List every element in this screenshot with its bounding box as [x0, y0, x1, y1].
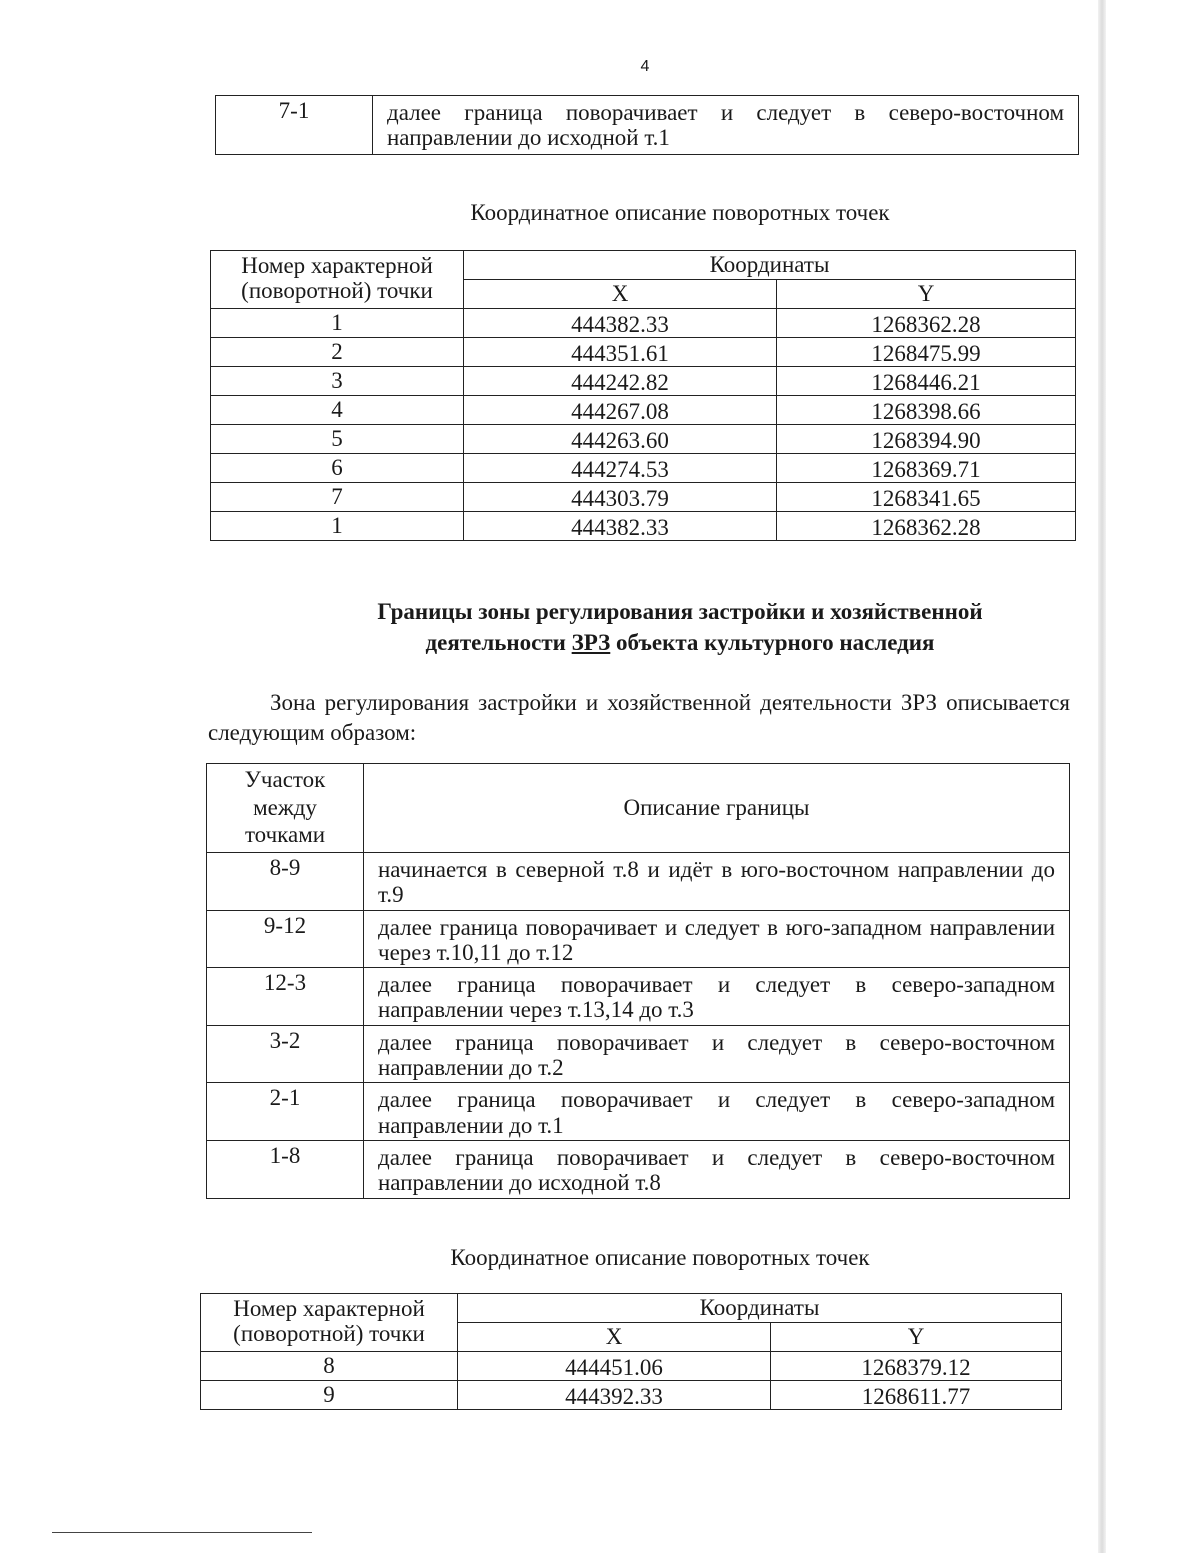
table-row — [211, 425, 1076, 454]
header-description: Описание границы — [364, 764, 1070, 853]
point-cell: 5 — [211, 425, 464, 454]
coords1-table — [210, 250, 1076, 541]
coords2-title: Координатное описание поворотных точек — [450, 1245, 870, 1270]
description-cell: далее граница поворачивает и следует в северо-западном направлении до т.1 — [364, 1083, 1070, 1141]
header-segment: Участок между точками — [207, 764, 364, 853]
zrz-title-line2-post: объекта культурного наследия — [610, 630, 935, 656]
point-cell: 8 — [201, 1352, 458, 1381]
y-cell: 1268341.65 — [777, 483, 1076, 512]
table-row — [211, 309, 1076, 338]
description-cell: далее граница поворачивает и следует в северо-восточном направлении до т.2 — [364, 1025, 1070, 1083]
zrz-title-line2 — [230, 627, 1130, 658]
x-cell: 444303.79 — [464, 483, 777, 512]
point-cell: 1 — [211, 512, 464, 541]
table-row — [207, 1140, 1070, 1198]
header-coordinates: Координаты — [458, 1294, 1062, 1323]
table-row — [211, 338, 1076, 367]
x-cell: 444267.08 — [464, 396, 777, 425]
segment-cell: 7-1 — [216, 96, 373, 155]
description-cell: далее граница поворачивает и следует в северо-восточном направлении до исходной т.1 — [373, 96, 1079, 155]
table-row — [211, 367, 1076, 396]
header-x: X — [464, 280, 777, 309]
table-row — [207, 1083, 1070, 1141]
point-cell: 1 — [211, 309, 464, 338]
x-cell: 444351.61 — [464, 338, 777, 367]
description-cell: далее граница поворачивает и следует в северо-западном направлении через т.13,14 до т.3 — [364, 968, 1070, 1026]
table-row — [216, 96, 1079, 155]
table-row — [211, 512, 1076, 541]
description-cell: начинается в северной т.8 и идёт в юго-восточном направлении до т.9 — [364, 853, 1070, 911]
zrz-title-line2-pre: деятельности — [425, 630, 572, 656]
segment-cell: 9-12 — [207, 910, 364, 968]
table-header-row — [211, 251, 1076, 280]
y-cell: 1268611.77 — [771, 1381, 1062, 1410]
top-boundary-table — [215, 95, 1079, 155]
table-header-row — [207, 764, 1070, 853]
coords1-title: Координатное описание поворотных точек — [470, 200, 890, 225]
y-cell: 1268446.21 — [777, 367, 1076, 396]
header-y: Y — [777, 280, 1076, 309]
y-cell: 1268369.71 — [777, 454, 1076, 483]
segment-cell: 1-8 — [207, 1140, 364, 1198]
x-cell: 444274.53 — [464, 454, 777, 483]
segment-cell: 2-1 — [207, 1083, 364, 1141]
point-cell: 4 — [211, 396, 464, 425]
point-cell: 7 — [211, 483, 464, 512]
x-cell: 444242.82 — [464, 367, 777, 396]
table-row — [201, 1352, 1062, 1381]
zrz-title-line1: Границы зоны регулирования застройки и хозяйственной — [377, 599, 983, 624]
y-cell: 1268362.28 — [777, 512, 1076, 541]
table-row — [201, 1381, 1062, 1410]
header-x: X — [458, 1323, 771, 1352]
header-coordinates: Координаты — [464, 251, 1076, 280]
description-cell: далее граница поворачивает и следует в северо-восточном направлении до исходной т.8 — [364, 1140, 1070, 1198]
x-cell: 444263.60 — [464, 425, 777, 454]
table-row — [207, 1025, 1070, 1083]
point-cell: 9 — [201, 1381, 458, 1410]
y-cell: 1268398.66 — [777, 396, 1076, 425]
point-cell: 6 — [211, 454, 464, 483]
table-row — [207, 968, 1070, 1026]
zrz-abbr: ЗРЗ — [571, 630, 611, 656]
header-point-number: Номер характерной (поворотной) точки — [211, 251, 464, 309]
header-y: Y — [771, 1323, 1062, 1352]
x-cell: 444382.33 — [464, 512, 777, 541]
header-point-number: Номер характерной (поворотной) точки — [201, 1294, 458, 1352]
page-number: 4 — [640, 58, 650, 75]
y-cell: 1268394.90 — [777, 425, 1076, 454]
zrz-intro-text: Зона регулирования застройки и хозяйственной деятельности ЗРЗ описывается следующим образом: — [208, 690, 1070, 745]
point-cell: 2 — [211, 338, 464, 367]
y-cell: 1268362.28 — [777, 309, 1076, 338]
point-cell: 3 — [211, 367, 464, 396]
coords2-table — [200, 1293, 1062, 1410]
zrz-intro-paragraph — [208, 688, 1070, 748]
y-cell: 1268475.99 — [777, 338, 1076, 367]
zrz-section-title — [230, 596, 1130, 658]
segment-cell: 8-9 — [207, 853, 364, 911]
y-cell: 1268379.12 — [771, 1352, 1062, 1381]
table-row — [211, 454, 1076, 483]
segment-cell: 3-2 — [207, 1025, 364, 1083]
table-header-row — [201, 1294, 1062, 1323]
zrz-boundary-table — [206, 763, 1070, 1199]
table-row — [207, 853, 1070, 911]
footnote-separator — [52, 1532, 312, 1533]
segment-cell: 12-3 — [207, 968, 364, 1026]
x-cell: 444392.33 — [458, 1381, 771, 1410]
description-cell: далее граница поворачивает и следует в юго-западном направлении через т.10,11 до т.12 — [364, 910, 1070, 968]
table-row — [211, 396, 1076, 425]
x-cell: 444382.33 — [464, 309, 777, 338]
table-row — [207, 910, 1070, 968]
scan-edge-shadow — [1098, 0, 1106, 1553]
table-row — [211, 483, 1076, 512]
x-cell: 444451.06 — [458, 1352, 771, 1381]
